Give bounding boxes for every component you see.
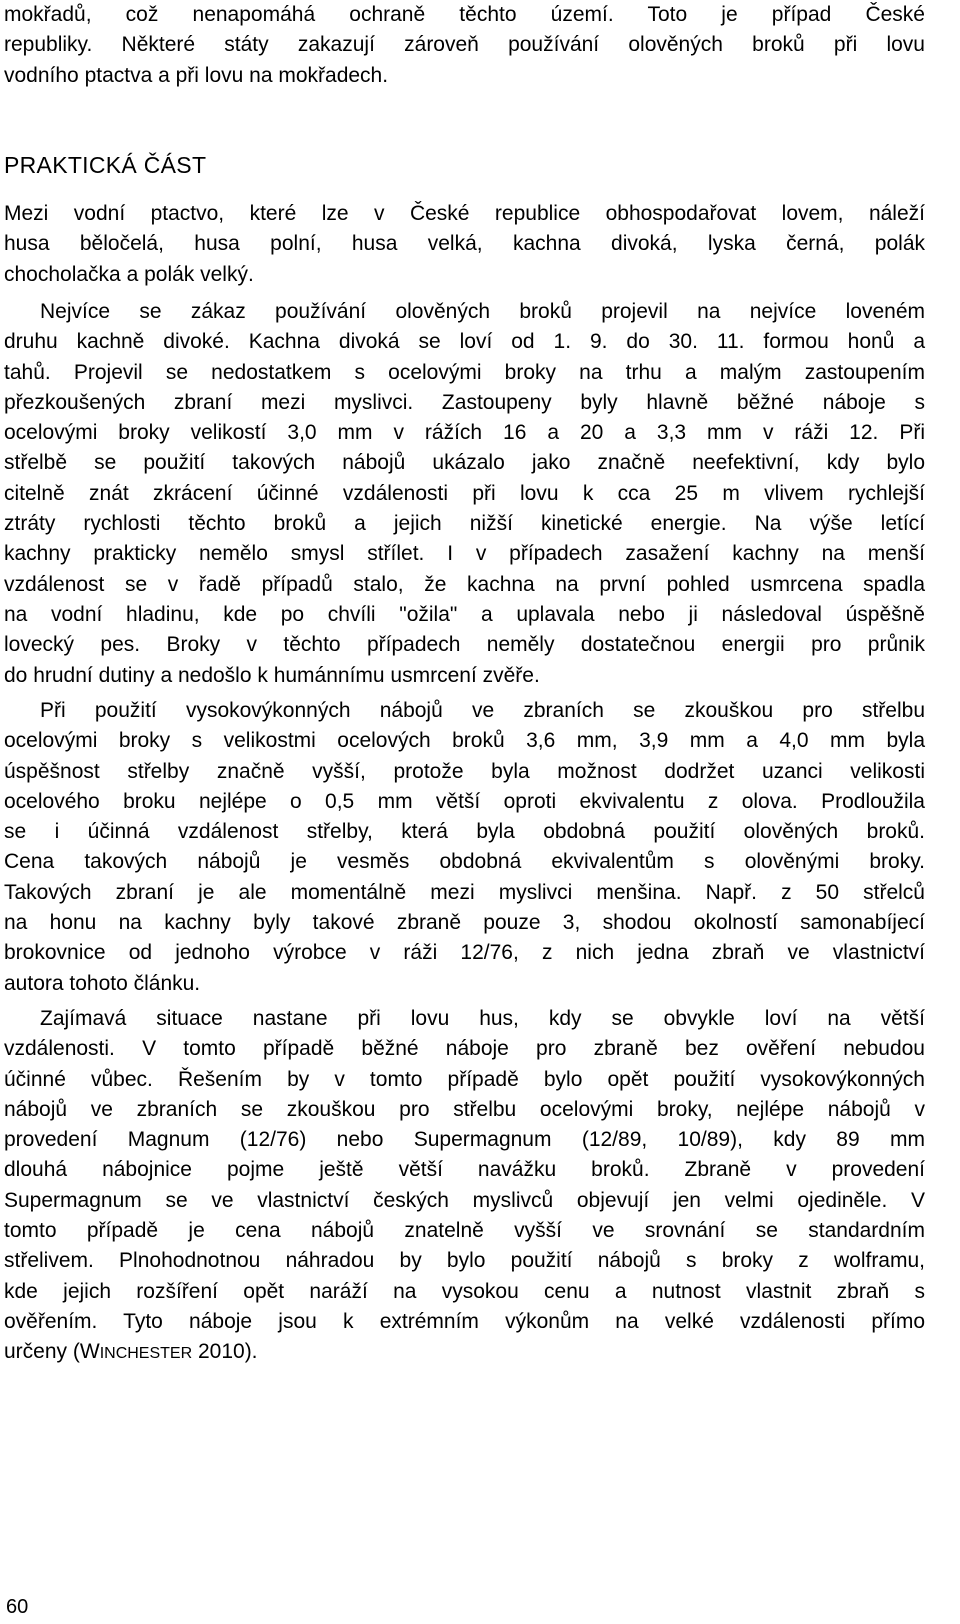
text-line: mokřadů, což nenapomáhá ochraně těchto území. Toto je případ České xyxy=(4,3,925,26)
text-line: vodního ptactva a při lovu na mokřadech. xyxy=(4,63,389,87)
text-line: kde jejich rozšíření opět naráží na vysokou cenu a nutnost vlastnit zbraň s xyxy=(4,1279,925,1303)
citation-suffix: 2010). xyxy=(192,1340,258,1364)
citation-prefix: určeny ( xyxy=(4,1340,80,1364)
intro-paragraph xyxy=(4,0,925,91)
citation-author-initial: W xyxy=(79,1340,100,1364)
citation-author-rest: INCHESTER xyxy=(99,1345,193,1363)
text-line: do hrudní dutiny a nedošlo k humánnímu usmrcení zvěře. xyxy=(4,663,540,687)
text-line: přezkoušených zbraní mezi myslivci. Zastoupeny byly hlavně běžné náboje s xyxy=(4,390,925,414)
text-line: autora tohoto článku. xyxy=(4,971,201,995)
text-line: účinné vůbec. Řešením by v tomto případě bylo opět použití vysokovýkonných xyxy=(4,1067,925,1091)
text-line: druhu kachně divoké. Kachna divoká se loví od 1. 9. do 30. 11. formou honů a xyxy=(4,330,925,354)
text-line: kachny prakticky nemělo smysl střílet. I v případech zasažení kachny na menší xyxy=(4,542,925,566)
paragraph-goose-hunting xyxy=(4,1004,925,1370)
text-line: ocelového broku nejlépe o 0,5 mm větší oproti ekvivalentu z olova. Prodloužila xyxy=(4,789,925,813)
text-line: ověřením. Tyto náboje jsou k extrémním výkonům na velké vzdálenosti přímo xyxy=(4,1309,925,1333)
text-line: Při použití vysokovýkonných nábojů ve zbraních se zkouškou pro střelbu xyxy=(40,699,925,722)
text-line: husa běločelá, husa polní, husa velká, kachna divoká, lyska černá, polák xyxy=(4,232,925,256)
text-line: republiky. Některé státy zakazují zároveň používání olověných broků při lovu xyxy=(4,33,925,57)
section-heading: PRAKTICKÁ ČÁST xyxy=(4,152,207,178)
text-line: úspěšnost střelby značně vyšší, protože byla možnost dodržet uzanci velikosti xyxy=(4,759,925,783)
text-line: ztráty rychlosti těchto broků a jejich nižší kinetické energie. Na výše letící xyxy=(4,512,925,536)
text-line: vzdálenost se v řadě případů stalo, že kachna na první pohled usmrcena spadla xyxy=(4,572,925,596)
text-line: Supermagnum se ve vlastnictví českých myslivců objevují jen velmi ojediněle. V xyxy=(4,1188,925,1212)
text-line: Cena takových nábojů je vesměs obdobná ekvivalentům s olověnými broky. xyxy=(4,850,925,874)
text-line: se i účinná vzdálenost střelby, která byla obdobná použití olověných broků. xyxy=(4,820,925,844)
text-line: provedení Magnum (12/76) nebo Supermagnum (12/89, 10/89), kdy 89 mm xyxy=(4,1128,925,1152)
text-line: na honu na kachny byly takové zbraně pouze 3, shodou okolností samonabíjecí xyxy=(4,911,925,935)
text-line: Mezi vodní ptactvo, které lze v České republice obhospodařovat lovem, náleží xyxy=(4,202,925,225)
text-line: lovecký pes. Broky v těchto případech neměly dostatečnou energii pro průnik xyxy=(4,633,925,657)
text-line: chocholačka a polák velký. xyxy=(4,262,254,286)
text-line: vzdálenosti. V tomto případě běžné náboje pro zbraně bez ověření nebudou xyxy=(4,1037,925,1061)
text-line: ocelovými broky s velikostmi ocelových broků 3,6 mm, 3,9 mm a 4,0 mm byla xyxy=(4,729,925,753)
page-number: 60 xyxy=(6,1596,29,1618)
text-line: Zajímavá situace nastane při lovu hus, kdy se obvykle loví na větší xyxy=(40,1007,925,1030)
citation-line xyxy=(4,1337,925,1369)
text-line: Takových zbraní je ale momentálně mezi myslivci menšina. Např. z 50 střelců xyxy=(4,880,925,904)
text-line: citelně znát zkrácení účinné vzdálenosti při lovu k cca 25 m vlivem rychlejší xyxy=(4,481,925,505)
text-line: dlouhá nábojnice pojme ještě větší navážku broků. Zbraně v provedení xyxy=(4,1158,925,1182)
paragraph-lead-ban-effects xyxy=(4,297,925,691)
text-line: tomto případě je cena nábojů znatelně vyšší ve srovnání se standardním xyxy=(4,1219,925,1243)
text-line: brokovnice od jednoho výrobce v ráži 12/76, z nich jedna zbraň ve vlastnictví xyxy=(4,941,925,965)
text-line: Nejvíce se zákaz používání olověných broků projevil na nejvíce loveném xyxy=(40,300,925,323)
text-line: ocelovými broky velikostí 3,0 mm v rážích 16 a 20 a 3,3 mm v ráži 12. Při xyxy=(4,421,925,445)
text-line: nábojů ve zbraních se zkouškou pro střelbu ocelovými broky, nejlépe nábojů v xyxy=(4,1097,925,1121)
text-line: na vodní hladinu, kde po chvíli "ožila" a uplavala nebo ji následoval úspěšně xyxy=(4,602,925,626)
paragraph-high-performance-loads xyxy=(4,696,925,999)
text-line: střelivem. Plnohodnotnou náhradou by bylo použití nábojů s broky z wolframu, xyxy=(4,1249,925,1273)
text-line: střelbě se použití takových nábojů ukázalo jako značně neefektivní, kdy bylo xyxy=(4,451,925,475)
paragraph-waterfowl-species xyxy=(4,199,925,290)
text-line: tahů. Projevil se nedostatkem s ocelovými broky na trhu a malým zastoupením xyxy=(4,360,925,384)
